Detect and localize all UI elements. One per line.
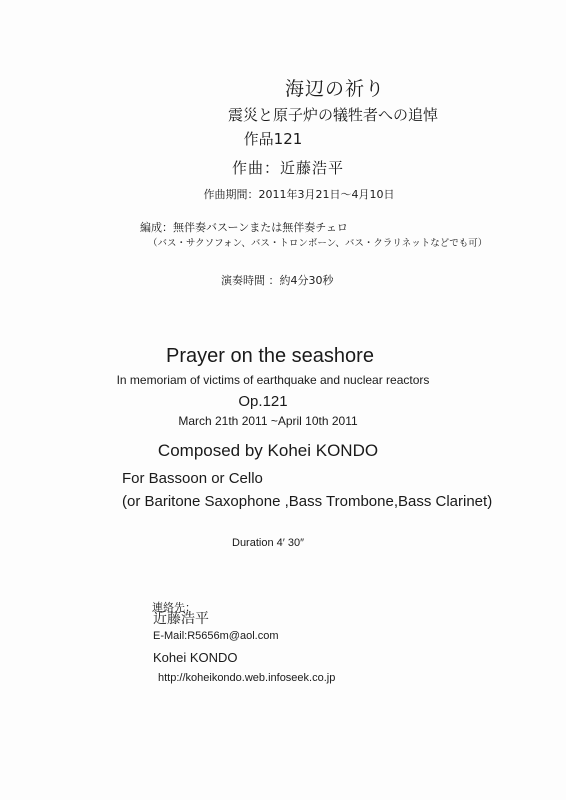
english-instrumentation-alternatives: (or Baritone Saxophone ,Bass Trombone,Bass Clarinet): [122, 493, 493, 510]
english-opus: Op.121: [238, 393, 288, 410]
english-title: Prayer on the seashore: [166, 345, 374, 367]
japanese-opus: 作品121: [243, 130, 303, 148]
japanese-composer: 作曲：近藤浩平: [231, 159, 344, 177]
english-duration: Duration 4′ 30″: [232, 537, 304, 549]
english-composer: Composed by Kohei KONDO: [157, 441, 379, 460]
english-instrumentation: For Bassoon or Cello: [122, 470, 263, 487]
contact-name-english: Kohei KONDO: [153, 650, 238, 665]
contact-name-japanese: 近藤浩平: [153, 611, 209, 627]
contact-email: E-Mail:R5656m@aol.com: [153, 630, 279, 642]
english-memoriam: In memoriam of victims of earthquake and nuclear reactors: [116, 373, 430, 387]
japanese-duration: 演奏時間 ：約4分30秒: [221, 274, 334, 287]
contact-label: 連絡先：: [152, 601, 196, 614]
japanese-instrumentation: 編成：無伴奏バスーンまたは無伴奏チェロ: [140, 221, 348, 234]
japanese-title: 海辺の祈り: [284, 78, 385, 100]
japanese-subtitle: 震災と原子炉の犠牲者への追悼: [227, 106, 438, 124]
contact-url: http://koheikondo.web.infoseek.co.jp: [158, 672, 336, 684]
japanese-instrumentation-alternatives: （バス・サクソフォン、バス・トロンボーン、バス・クラリネットなどでも可）: [148, 238, 488, 249]
japanese-composition-period: 作曲期間：2011年3月21日～4月10日: [203, 188, 395, 201]
english-dates: March 21th 2011 ~April 10th 2011: [178, 414, 358, 428]
